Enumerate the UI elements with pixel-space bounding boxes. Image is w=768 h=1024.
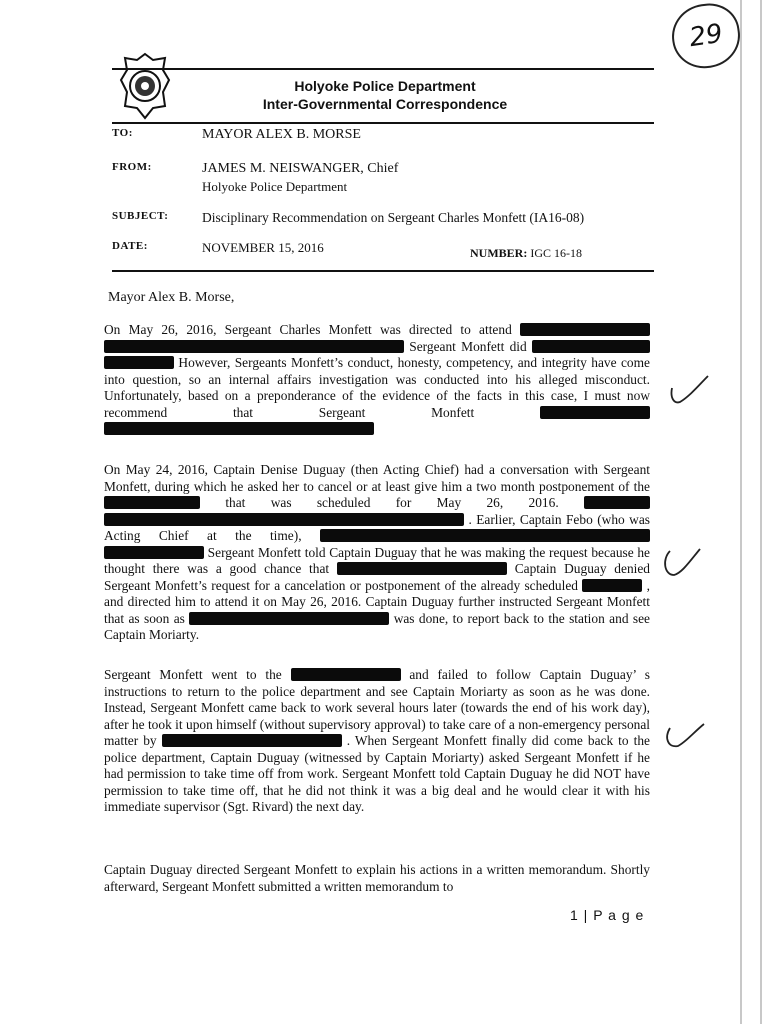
salutation: Mayor Alex B. Morse, [108,290,235,305]
p4-text: Captain Duguay directed Sergeant Monfett to explain his actions in a written memorandum. Shortly afterward, Sergeant Monfett submitted a written memorandum to [104,862,650,894]
redaction-bar [540,406,650,419]
from-label: FROM: [112,161,152,173]
handwritten-check-icon [668,372,710,408]
redaction-bar [162,734,342,747]
redaction-bar [104,356,174,369]
subject-value: Disciplinary Recommendation on Sergeant Charles Monfett (IA16-08) [202,210,585,225]
redaction-bar [104,340,404,353]
p1-text-3: However, Sergeants Monfett’s conduct, honesty, competency, and integrity have come into question, so an internal affairs investigation was conducted into his alleged misconduct. Unfortunately, based on a preponderance of the evidence of the facts in this case, I must now recommend that Sergeant Monfett [104,355,650,420]
date-label: DATE: [112,240,148,252]
redaction-bar [104,422,374,435]
header-rule-top [112,68,654,70]
paragraph-2 [104,462,650,644]
page-footer: 1 | P a g e [570,907,645,923]
p2-text-2: that was scheduled for May 26, 2016. [225,495,559,510]
redaction-bar [582,579,642,592]
p2-text-4: Sergeant Monfett told Captain Duguay that he was making the request because he thought there was a good chance that [104,544,650,576]
handwritten-check-icon [660,545,702,581]
number-label: NUMBER: [470,246,528,260]
redaction-bar [532,340,650,353]
to-value: MAYOR ALEX B. MORSE [202,127,361,142]
paragraph-4 [104,862,650,895]
date-value: NOVEMBER 15, 2016 [202,240,324,255]
scan-edge-line [740,0,742,1024]
from-dept: Holyoke Police Department [202,179,348,194]
p3-text-3: . When Sergeant Monfett finally did come back to the police department, Captain Duguay (witnessed by Captain Moriarty) asked Sergeant Monfett if he had permission to take time off from work. Sergeant Monfett told Captain Duguay he did NOT have permission to take time off, that he did not think it was a big deal and he would clear it with his immediate supervisor (Sgt. Rivard) the next day. [104,733,650,814]
subject-label: SUBJECT: [112,210,169,222]
redaction-bar [337,562,507,575]
handwritten-check-icon [664,716,706,752]
paragraph-1 [104,322,650,438]
redaction-bar [104,513,464,526]
to-label: TO: [112,127,133,139]
redaction-bar [104,496,200,509]
paragraph-3 [104,667,650,816]
org-title: Holyoke Police Department [294,78,476,94]
redaction-bar [520,323,650,336]
correspondence-title: Inter-Governmental Correspondence [262,96,508,112]
memo-rule [112,270,654,272]
redaction-bar [189,612,389,625]
header-rule-bottom [112,122,654,124]
redaction-bar [320,529,650,542]
scan-edge-line [760,0,762,1024]
p2-text-7: was done, to report back to the station and see Captain Moriarty. [104,610,650,642]
p2-text-1: On May 24, 2016, Captain Denise Duguay (then Acting Chief) had a conversation with Sergeant Monfett, during which he asked her to cancel or at least give him a two month postponement of the [104,462,650,494]
handwritten-page-number: 29 [668,0,744,72]
number-value: IGC 16-18 [530,246,582,260]
p3-text-1: Sergeant Monfett went to the [104,667,282,682]
police-badge-seal-icon [119,52,171,120]
p1-text-2: Sergeant Monfett did [409,338,527,354]
from-name: JAMES M. NEISWANGER, Chief [202,161,399,176]
number-field [470,246,582,261]
redaction-bar [104,546,204,559]
p2-text-5: Captain Duguay denied Sergeant Monfett’s request for a cancelation or postponement of the already scheduled [104,561,650,593]
p1-text-1: On May 26, 2016, Sergeant Charles Monfett was directed to attend [104,322,512,337]
p2-text-3: . Earlier, Captain Febo (who was Acting Chief at the time), [104,511,650,543]
redaction-bar [584,496,650,509]
redaction-bar [291,668,401,681]
p3-text-2: and failed to follow Captain Duguay’ s instructions to return to the police department and see Captain Moriarty as soon as he was done. Instead, Sergeant Monfett came back to work several hours later (towards the end of his work day), after he took it upon himself (without supervisory approval) to take care of a non-emergency personal matter by [104,667,650,748]
p2-text-6: , and directed him to attend it on May 26, 2016. Captain Duguay further instructed Sergeant Monfett that as soon as [104,577,650,626]
